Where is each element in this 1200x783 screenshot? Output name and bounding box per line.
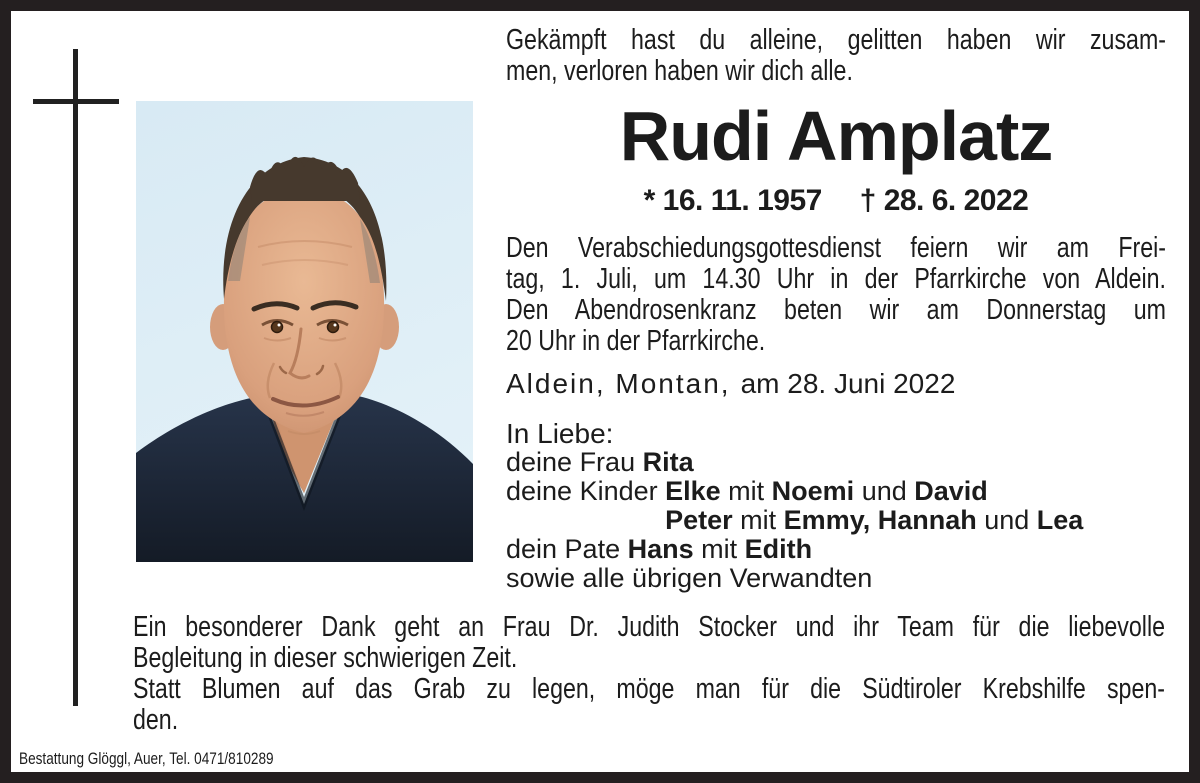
family-member-name: Peter bbox=[665, 505, 733, 535]
mourning-intro: In Liebe: bbox=[506, 418, 614, 449]
text-line: 20 Uhr in der Pfarrkirche. bbox=[506, 325, 766, 357]
family-member-name: Edith bbox=[744, 534, 813, 564]
text-line: Ein besonderer Dank geht an Frau Dr. Judith Stocker und ihr Team für die liebevolle bbox=[133, 611, 1165, 643]
family-member-name: Rita bbox=[642, 447, 694, 477]
text-line: Den Abendrosenkranz beten wir am Donnerstag um bbox=[506, 294, 1166, 326]
places: Aldein, Montan, bbox=[506, 368, 731, 399]
family-member-name: Emmy, Hannah bbox=[783, 505, 977, 535]
family-member-name: Lea bbox=[1036, 505, 1084, 535]
text-line: Gekämpft hast du alleine, gelitten haben wir zusam- bbox=[506, 24, 1166, 56]
family-line bbox=[506, 477, 1186, 506]
text-line: den. bbox=[133, 704, 179, 736]
family-relation-text: sowie alle übrigen Verwandten bbox=[506, 563, 873, 593]
family-relation-text: deine Kinder bbox=[506, 476, 666, 506]
text-line: Den Verabschiedungsgottesdienst feiern wir am Frei- bbox=[506, 232, 1166, 264]
epigraph bbox=[506, 25, 1166, 87]
cross-vertical-bar bbox=[73, 49, 78, 706]
portrait-illustration bbox=[136, 101, 473, 562]
family-relation-text: dein Pate bbox=[506, 534, 628, 564]
funeral-home-info: Bestattung Glöggl, Auer, Tel. 0471/810289 bbox=[19, 749, 274, 768]
service-announcement bbox=[506, 233, 1166, 357]
family-relation-text: mit bbox=[732, 505, 784, 535]
family-relation-text: deine Frau bbox=[506, 447, 643, 477]
deceased-name: Rudi Amplatz bbox=[619, 97, 1053, 175]
life-dates bbox=[506, 185, 1166, 217]
cross-horizontal-bar bbox=[33, 99, 119, 104]
family-relation-text: und bbox=[976, 505, 1037, 535]
family-list bbox=[506, 448, 1186, 593]
family-member-name: David bbox=[914, 476, 988, 506]
family-relation-text: und bbox=[854, 476, 915, 506]
family-member-name: Hans bbox=[627, 534, 694, 564]
thanks-paragraph bbox=[133, 612, 1165, 674]
text-line: Begleitung in dieser schwierigen Zeit. bbox=[133, 642, 518, 674]
family-line bbox=[506, 564, 1186, 593]
family-line bbox=[506, 506, 1186, 535]
text-line: men, verloren haben wir dich alle. bbox=[506, 55, 853, 87]
family-member-name: Noemi bbox=[771, 476, 855, 506]
death-date: † 28. 6. 2022 bbox=[859, 184, 1029, 217]
text-line: Statt Blumen auf das Grab zu legen, möge man für die Südtiroler Krebshilfe spen- bbox=[133, 673, 1165, 705]
text-line: tag, 1. Juli, um 14.30 Uhr in der Pfarrkirche von Aldein. bbox=[506, 263, 1166, 295]
birth-date: * 16. 11. 1957 bbox=[643, 184, 822, 217]
family-member-name: Elke bbox=[665, 476, 721, 506]
family-line bbox=[506, 448, 1186, 477]
place-date-line bbox=[506, 369, 1166, 399]
donation-paragraph bbox=[133, 674, 1165, 736]
family-relation-text: mit bbox=[693, 534, 745, 564]
family-relation-text: mit bbox=[720, 476, 772, 506]
notice-date: am 28. Juni 2022 bbox=[740, 368, 956, 399]
family-line bbox=[506, 535, 1186, 564]
portrait-photo bbox=[136, 101, 473, 562]
